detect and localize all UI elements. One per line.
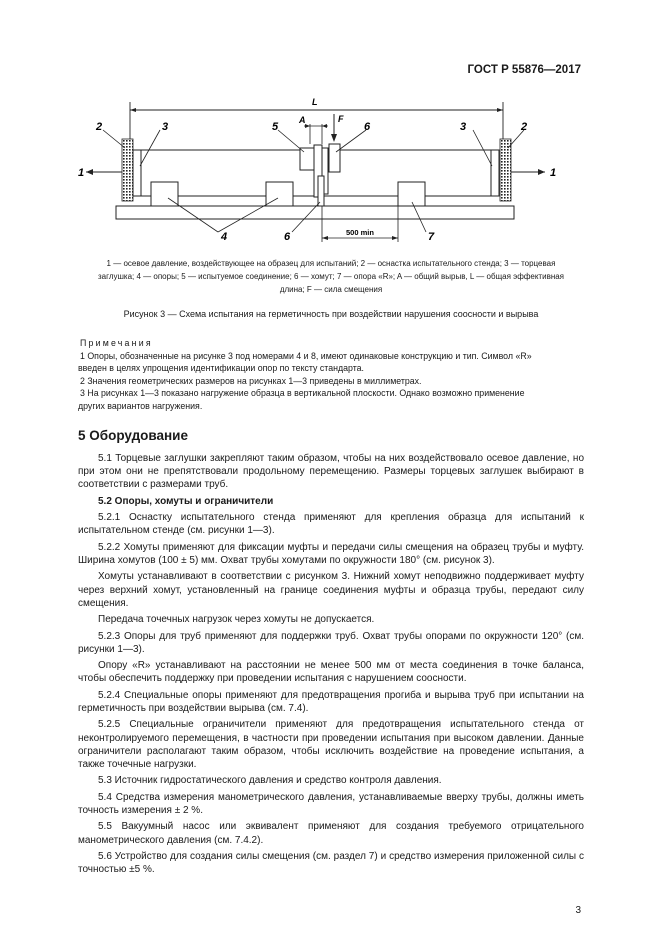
paragraph: 5.3 Источник гидростатического давления и средство контроля давления. <box>98 775 442 787</box>
note-2: 2 Значения геометрических размеров на рисунках 1—3 приведены в миллиметрах. <box>80 375 422 386</box>
paragraph: 5.2.5 Специальные ограничители применяют для предотвращения испытательного стенда от неконтролируемого перемещения, в частности при проведении испытания при высоком давлении. Данные ограничители располагают таким образом, чтобы исключить воздействие на проведение испытания, а также точечные нагрузки. <box>78 719 584 770</box>
subsection-heading: 5.2 Опоры, хомуты и ограничители <box>98 495 274 507</box>
legend-line: длина; F — сила смещения <box>279 285 383 294</box>
callout-6-top: 6 <box>364 121 371 133</box>
callout-3-right: 3 <box>460 121 467 133</box>
section-body <box>78 452 584 880</box>
callout-3-left: 3 <box>162 121 169 133</box>
end-cap-right <box>491 150 499 196</box>
callout-2-left: 2 <box>96 121 103 133</box>
paragraph: 5.1 Торцевые заглушки закрепляют таким образом, чтобы на них воздействовало осевое давление, но при этом они не препятствовали продольному перемещению. Размеры торцевых заглушек выбирают в соответствии с размерами труб. <box>78 453 584 491</box>
paragraph: Опору «R» устанавливают на расстоянии не менее 500 мм от места соединения в точке баланса, чтобы обеспечить поддержку при проведении испытания с нарушением соосности. <box>78 660 584 685</box>
paragraph: 5.4 Средства измерения манометрического давления, устанавливаемые вверху трубы, должны иметь точность измерения ± 2 %. <box>78 791 584 816</box>
support-r <box>398 182 425 206</box>
paragraph: Хомуты устанавливают в соответствии с рисунком 3. Нижний хомут неподвижно поддерживает муфту через верхний хомут, установленный на границе соединения муфты и образца трубы, передают силу смещения. <box>78 571 584 609</box>
section-title: 5 Оборудование <box>78 428 188 443</box>
note-1a: 1 Опоры, обозначенные на рисунке 3 под номерами 4 и 8, имеют одинаковые конструкцию и тип. Символ «R» <box>80 350 532 361</box>
paragraph: 5.2.2 Хомуты применяют для фиксации муфты и передачи силы смещения на образец трубы и муфту. Ширина хомутов (100 ± 5) мм. Охват трубы хомутами по окружности 180° (см. рисунок 3). <box>78 541 584 566</box>
note-1b: введен в целях упрощения идентификации опор по тексту стандарта. <box>78 363 364 373</box>
lower-clamp <box>318 176 324 206</box>
figure-drawing <box>78 92 568 247</box>
callout-7: 7 <box>428 231 435 243</box>
callout-4: 4 <box>221 231 228 243</box>
callout-2-right: 2 <box>521 121 528 133</box>
note-3b: других вариантов нагружения. <box>78 400 203 411</box>
tested-joint <box>300 148 314 170</box>
callout-6-bottom: 6 <box>284 231 291 243</box>
length-label: L <box>312 97 318 107</box>
fixture-right <box>500 139 511 201</box>
callout-5: 5 <box>272 121 279 133</box>
fixture-left <box>122 139 133 201</box>
paragraph: 5.2.4 Специальные опоры применяют для предотвращения прогиба и вырыва труб при испытании на герметичность при воздействии вырыва (см. 7.4). <box>78 689 584 714</box>
pull-out-label: A <box>299 115 306 125</box>
test-bench-base <box>116 206 514 219</box>
force-label: F <box>338 114 344 124</box>
paragraph: 5.2.1 Оснастку испытательного стенда применяют для крепления образца для испытаний к испытательном стенде (см. рисунки 1—3). <box>78 512 584 537</box>
callout-1-right: 1 <box>550 167 557 179</box>
upper-clamp <box>329 144 340 172</box>
min-distance-label: 500 min <box>346 228 374 237</box>
figure-caption: Рисунок 3 — Схема испытания на герметичность при воздействии нарушения соосности и вырыва <box>123 309 539 319</box>
document-id: ГОСТ Р 55876—2017 <box>467 64 581 76</box>
end-cap-left <box>133 150 141 196</box>
legend-line: 1 — осевое давление, воздействующее на образец для испытаний; 2 — оснастка испытательного стенда; 3 — торцевая <box>106 259 556 268</box>
figure-legend <box>78 257 584 296</box>
paragraph: 5.6 Устройство для создания силы смещения (см. раздел 7) и средство измерения приложенной силы с точностью ±5 %. <box>78 850 584 876</box>
paragraph: 5.2.3 Опоры для труб применяют для поддержки труб. Охват трубы опорами по окружности 120° (см. рисунки 1—3). <box>78 630 584 655</box>
paragraph: 5.5 Вакуумный насос или эквивалент применяют для создания требуемого отрицательного манометрического давления (см. 7.4.2). <box>78 821 584 846</box>
page-number: 3 <box>575 905 581 916</box>
paragraph: Передача точечных нагрузок через хомуты не допускается. <box>98 614 375 626</box>
test-scheme-figure <box>78 92 568 247</box>
callout-1-left: 1 <box>78 167 85 179</box>
legend-line: заглушка; 4 — опоры; 5 — испытуемое соединение; 6 — хомут; 7 — опора «R»; A — общий вырыв, L — общая эффективная <box>97 272 565 281</box>
note-3a: 3 На рисунках 1—3 показано нагружение образца в вертикальной плоскости. Однако возможно применение <box>80 388 525 398</box>
notes-title: Примечания <box>80 338 153 348</box>
notes-block <box>78 337 584 412</box>
